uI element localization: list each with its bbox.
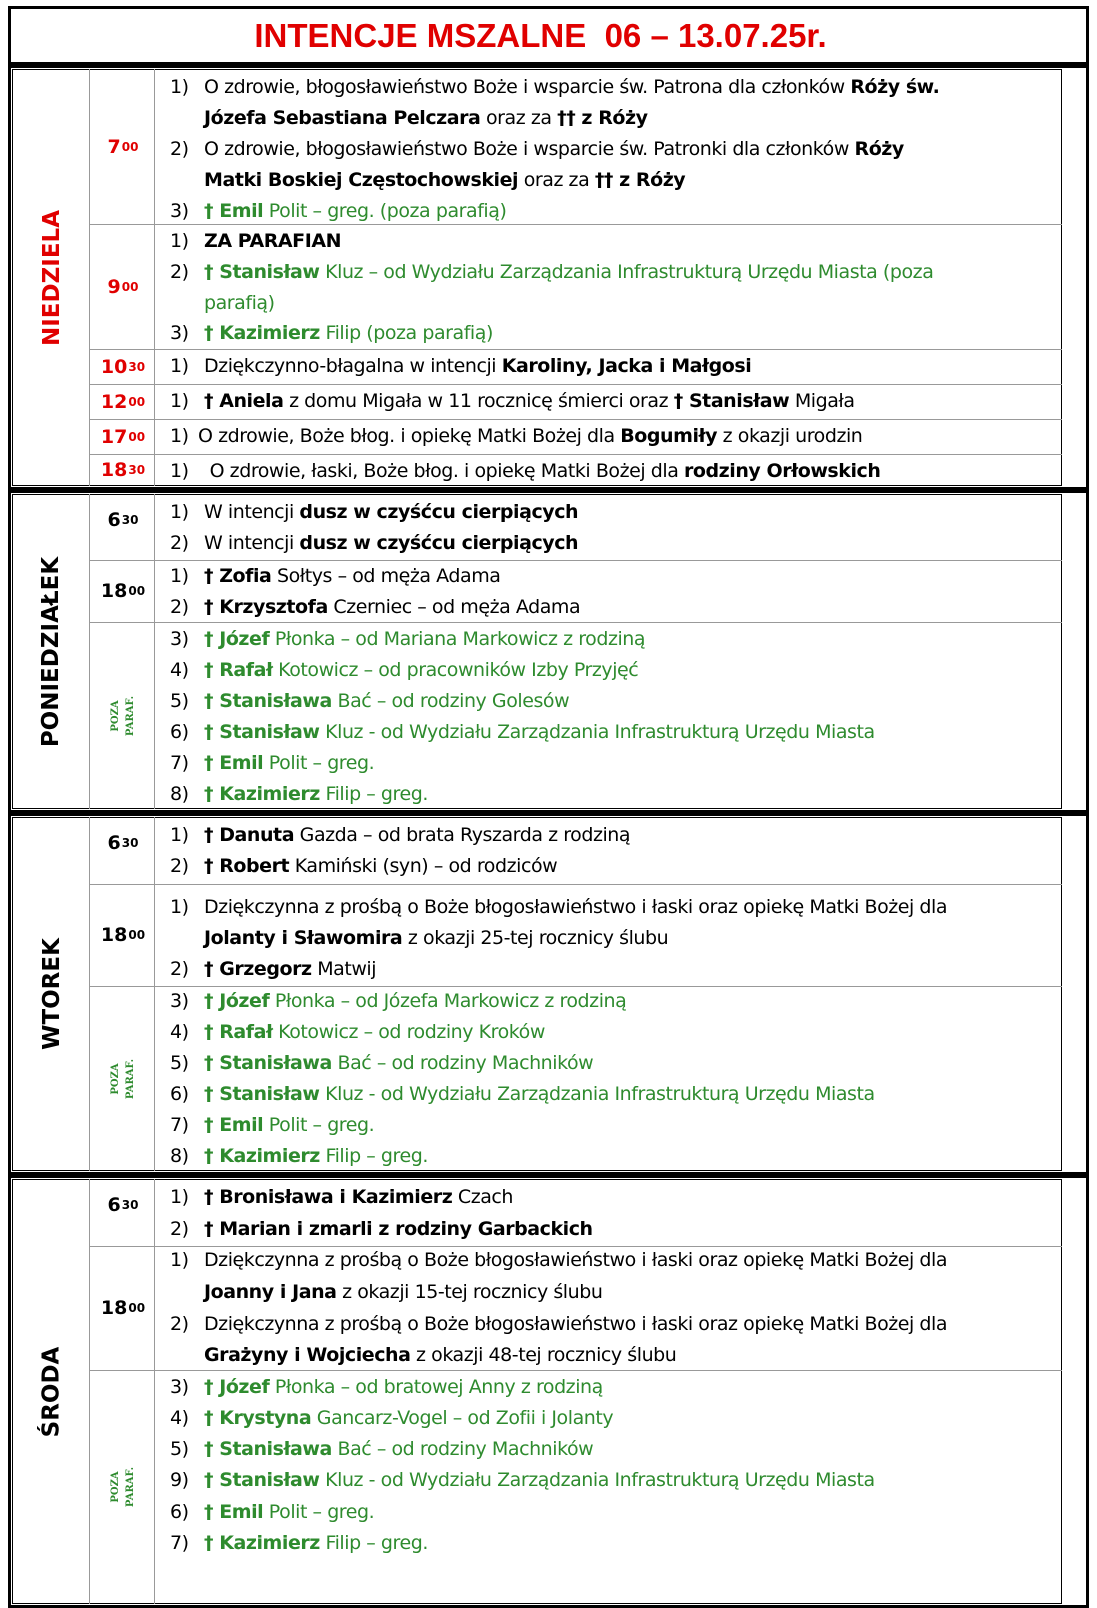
intention-text: Dziękczynno-błagalna w intencji	[204, 355, 502, 377]
intention-name: Józefa Sebastiana Pelczara	[204, 107, 481, 129]
intention-text: O zdrowie, błogosławieństwo Boże i wsparcie św. Patrona dla członków	[204, 76, 851, 98]
intention-text: oraz za	[518, 169, 595, 191]
intention-name: † Stanisław	[204, 721, 320, 743]
intention-name: † Marian i zmarli z rodziny Garbackich	[204, 1218, 593, 1240]
intention-line	[170, 1141, 1063, 1171]
intention-line	[170, 386, 1063, 416]
intention-line	[170, 1403, 1063, 1433]
day-name: NIEDZIELA	[38, 209, 65, 346]
intention-number: 3)	[170, 990, 189, 1012]
intention-name: †† z Róży	[594, 169, 686, 191]
time-minute: 30	[121, 835, 139, 850]
outside-parish-label	[91, 986, 155, 1171]
intention-number: 4)	[170, 659, 189, 681]
intention-name: † Rafał	[204, 659, 273, 681]
intention-number: 5)	[170, 1438, 189, 1460]
intention-text: z okazji 15-tej rocznicy ślubu	[336, 1281, 603, 1303]
intention-number: 5)	[170, 690, 189, 712]
intention-name: † Krystyna	[204, 1407, 312, 1429]
intention-name: ZA PARAFIAN	[204, 230, 342, 252]
day-label	[14, 817, 89, 1171]
intention-name: † Emil	[204, 1114, 264, 1136]
column-divider	[89, 817, 90, 1171]
intention-line	[170, 748, 1063, 778]
intention-text: Polit – greg.	[263, 752, 375, 774]
intention-name: † Kazimierz	[204, 783, 320, 805]
column-divider	[89, 1179, 90, 1604]
intention-name: † Emil	[204, 1501, 264, 1523]
intention-number: 1)	[170, 230, 189, 252]
time-minute: 00	[128, 584, 146, 598]
mass-time	[91, 454, 155, 486]
mass-time	[91, 1179, 155, 1230]
intention-name: Matki Boskiej Częstochowskiej	[204, 169, 519, 191]
intention-line	[170, 1214, 1063, 1244]
intention-line	[170, 655, 1063, 685]
row-divider	[89, 349, 1062, 350]
intention-name: † Stanisława	[204, 1052, 332, 1074]
intention-text: Migała	[789, 390, 855, 412]
intention-line	[170, 1110, 1063, 1140]
intention-name: † Grzegorz	[204, 958, 312, 980]
intention-number: 3)	[170, 628, 189, 650]
row-divider	[89, 1370, 1062, 1371]
intention-line	[204, 1277, 1063, 1307]
day-label	[14, 69, 89, 486]
intention-number: 1)	[170, 390, 189, 412]
intention-name: † Robert	[204, 855, 290, 877]
intention-number: 1)	[170, 460, 189, 482]
intention-name: † Danuta	[204, 824, 295, 846]
intention-text: Dziękczynna z prośbą o Boże błogosławieństwo i łaski oraz opiekę Matki Bożej dla	[204, 1313, 948, 1335]
intention-name: † Stanisława	[204, 690, 332, 712]
intention-name: † Emil	[204, 200, 264, 222]
intention-text: Polit – greg. (poza parafią)	[263, 200, 507, 222]
intention-number: 1)	[170, 425, 189, 447]
intention-line	[170, 1465, 1063, 1495]
intention-name: † Stanisław	[673, 390, 790, 412]
intention-line	[170, 1528, 1063, 1558]
intention-text: Kotowicz – od pracowników Izby Przyjęć	[272, 659, 639, 681]
intention-line	[204, 103, 1063, 133]
intention-name: † Kazimierz	[204, 322, 320, 344]
intention-text: Kluz - od Wydziału Zarządzania Infrastrukturą Urzędu Miasta	[319, 721, 875, 743]
day-name: ŚRODA	[38, 1346, 65, 1437]
intention-line	[170, 592, 1063, 622]
intention-text: Kluz – od Wydziału Zarządzania Infrastrukturą Urzędu Miasta (poza	[319, 261, 934, 283]
intention-line	[170, 1079, 1063, 1109]
intention-text: Bać – od rodziny Machników	[331, 1052, 594, 1074]
intention-number: 2)	[170, 958, 189, 980]
intention-line	[170, 318, 1063, 348]
intention-name: Róży	[854, 138, 904, 160]
intention-name: Bogumiły	[620, 425, 718, 447]
intention-text: Czerniec – od męża Adama	[327, 596, 581, 618]
time-minute: 30	[121, 512, 139, 527]
outside-parish-label	[91, 622, 155, 809]
intention-line	[170, 717, 1063, 747]
intention-line	[170, 226, 1063, 256]
mass-time	[91, 384, 155, 419]
intention-number: 7)	[170, 1532, 189, 1554]
intention-line	[170, 820, 1063, 850]
intention-number: 7)	[170, 752, 189, 774]
intention-text: Kamiński (syn) – od rodziców	[289, 855, 558, 877]
intention-name: Grażyny i Wojciecha	[204, 1344, 411, 1366]
intention-text: Płonka – od Józefa Markowicz z rodziną	[269, 990, 627, 1012]
intention-text: Dziękczynna z prośbą o Boże błogosławieństwo i łaski oraz opiekę Matki Bożej dla	[204, 1249, 948, 1271]
outside-parish-text: POZA PARAF.	[109, 695, 136, 736]
column-divider	[89, 494, 90, 809]
time-minute: 00	[121, 139, 139, 154]
intention-number: 6)	[170, 1501, 189, 1523]
mass-time	[91, 494, 155, 545]
time-hour: 12	[100, 390, 128, 413]
intention-text: Dziękczynna z prośbą o Boże błogosławieństwo i łaski oraz opiekę Matki Bożej dla	[204, 896, 948, 918]
intention-line	[170, 892, 1063, 922]
intention-text: z okazji 48-tej rocznicy ślubu	[410, 1344, 677, 1366]
intention-number: 6)	[170, 721, 189, 743]
intention-line	[170, 528, 1063, 558]
column-divider	[89, 69, 90, 486]
intention-name: † Kazimierz	[204, 1145, 320, 1167]
intention-number: 3)	[170, 1376, 189, 1398]
intention-text: Filip – greg.	[319, 783, 428, 805]
intention-text: z domu Migała w 11 rocznicę śmierci oraz	[283, 390, 674, 412]
intention-name: † Stanisław	[204, 1469, 320, 1491]
intention-number: 4)	[170, 1021, 189, 1043]
outside-parish-label	[91, 1370, 155, 1604]
mass-time	[91, 560, 155, 622]
intention-line	[170, 954, 1063, 984]
intention-line	[204, 165, 1063, 195]
intention-line	[170, 196, 1063, 226]
row-divider	[89, 884, 1062, 885]
day-name: WTOREK	[38, 938, 65, 1050]
time-hour: 18	[100, 580, 128, 602]
intention-name: † Józef	[204, 990, 270, 1012]
intention-number: 1)	[170, 896, 189, 918]
intention-name: † Emil	[204, 752, 264, 774]
intention-name: † Aniela	[204, 390, 284, 412]
intention-number: 7)	[170, 1114, 189, 1136]
intention-number: 2)	[170, 596, 189, 618]
time-hour: 6	[107, 508, 121, 531]
intention-number: 2)	[170, 261, 189, 283]
intention-text: z okazji urodzin	[717, 425, 863, 447]
intention-name: Róży św.	[850, 76, 940, 98]
intention-name: dusz w czyśćcu cierpiących	[299, 532, 579, 554]
intention-line	[170, 134, 1063, 164]
intention-line	[204, 923, 1063, 953]
intention-number: 1)	[170, 1186, 189, 1208]
intention-text: Filip – greg.	[319, 1532, 428, 1554]
intention-name: Joanny i Jana	[204, 1281, 337, 1303]
intention-line	[170, 1245, 1063, 1275]
intention-text: W intencji	[204, 501, 300, 523]
mass-time	[91, 69, 155, 224]
intention-line	[170, 421, 1063, 451]
intention-name: † Krzysztofa	[204, 596, 328, 618]
intention-line	[170, 779, 1063, 809]
time-minute: 30	[121, 1197, 139, 1212]
page-title: INTENCJE MSZALNE 06 – 13.07.25r.	[254, 17, 827, 54]
intention-line	[170, 497, 1063, 527]
intention-text: Płonka – od bratowej Anny z rodziną	[269, 1376, 603, 1398]
intention-text: Polit – greg.	[263, 1501, 375, 1523]
intention-text: Kluz - od Wydziału Zarządzania Infrastrukturą Urzędu Miasta	[319, 1083, 875, 1105]
mass-time	[91, 817, 155, 868]
row-divider	[89, 622, 1062, 623]
time-minute: 00	[128, 394, 146, 409]
intention-name: rodziny Orłowskich	[683, 460, 881, 482]
intention-line	[170, 1048, 1063, 1078]
intention-number: 9)	[170, 1469, 189, 1491]
intention-number: 1)	[170, 501, 189, 523]
intention-number: 1)	[170, 1249, 189, 1271]
intention-number: 2)	[170, 1218, 189, 1240]
intention-number: 2)	[170, 855, 189, 877]
time-minute: 30	[128, 359, 146, 374]
time-minute: 00	[128, 928, 146, 942]
outside-parish-text: POZA PARAF.	[109, 1466, 136, 1508]
mass-time	[91, 419, 155, 454]
time-hour: 18	[100, 459, 128, 481]
intention-number: 8)	[170, 783, 189, 805]
intention-number: 8)	[170, 1145, 189, 1167]
intention-text: z okazji 25-tej rocznicy ślubu	[402, 927, 669, 949]
intention-line	[170, 456, 1063, 486]
intention-line	[170, 1309, 1063, 1339]
intention-text: oraz za	[480, 107, 558, 129]
intention-number: 3)	[170, 200, 189, 222]
intention-number: 1)	[170, 565, 189, 587]
time-hour: 18	[100, 924, 128, 946]
mass-time	[91, 884, 155, 986]
intention-text: O zdrowie, łaski, Boże błog. i opiekę Matki Bożej dla	[204, 460, 684, 482]
day-label	[14, 1179, 89, 1604]
intention-name: † Bronisława i Kazimierz	[204, 1186, 453, 1208]
intention-line	[170, 351, 1063, 381]
intention-name: † Józef	[204, 1376, 270, 1398]
intention-line	[204, 1340, 1063, 1370]
time-minute: 00	[121, 279, 139, 294]
intention-text: Bać – od rodziny Machników	[331, 1438, 594, 1460]
intention-text: O zdrowie, błogosławieństwo Boże i wsparcie św. Patronki dla członków	[204, 138, 855, 160]
time-hour: 10	[100, 355, 128, 378]
intention-text: Gancarz-Vogel – od Zofii i Jolanty	[311, 1407, 614, 1429]
intention-text: Polit – greg.	[263, 1114, 375, 1136]
intention-text: Filip (poza parafią)	[319, 322, 493, 344]
intention-line	[170, 624, 1063, 654]
intention-line	[170, 686, 1063, 716]
intention-text: Sołtys – od męża Adama	[271, 565, 501, 587]
intention-text: Kotowicz – od rodziny Kroków	[272, 1021, 545, 1043]
time-hour: 6	[107, 831, 121, 854]
intention-line	[170, 1182, 1063, 1212]
intention-name: Karoliny, Jacka i Małgosi	[501, 355, 752, 377]
intention-name: † Józef	[204, 628, 270, 650]
time-hour: 18	[100, 1297, 128, 1319]
intention-name: Jolanty i Sławomira	[204, 927, 403, 949]
outside-parish-text: POZA PARAF.	[109, 1058, 136, 1099]
intention-line	[170, 561, 1063, 591]
row-divider	[89, 419, 1062, 420]
intention-line	[170, 986, 1063, 1016]
intention-text: Bać – od rodziny Golesów	[331, 690, 570, 712]
time-hour: 6	[107, 1193, 121, 1216]
intention-name: † Stanisława	[204, 1438, 332, 1460]
time-minute: 00	[128, 429, 146, 444]
intention-name: † Zofia	[204, 565, 272, 587]
intention-name: † Stanisław	[204, 261, 320, 283]
row-divider	[89, 384, 1062, 385]
intention-text: Filip – greg.	[319, 1145, 428, 1167]
time-hour: 7	[107, 135, 121, 158]
mass-time	[91, 349, 155, 384]
intention-name: † Stanisław	[204, 1083, 320, 1105]
intention-text: Matwij	[311, 958, 377, 980]
time-minute: 00	[128, 1301, 146, 1315]
intention-line	[170, 1372, 1063, 1402]
intention-number: 3)	[170, 322, 189, 344]
intention-number: 6)	[170, 1083, 189, 1105]
intention-number: 1)	[170, 355, 189, 377]
intention-text: O zdrowie, Boże błog. i opiekę Matki Bożej dla	[198, 425, 621, 447]
intention-text: parafią)	[204, 292, 275, 314]
mass-time	[91, 224, 155, 349]
time-minute: 30	[128, 463, 146, 477]
row-divider	[89, 454, 1062, 455]
intention-number: 2)	[170, 138, 189, 160]
intention-number: 5)	[170, 1052, 189, 1074]
intention-number: 2)	[170, 1313, 189, 1335]
intention-number: 1)	[170, 824, 189, 846]
mass-time	[91, 1246, 155, 1370]
intention-line	[170, 72, 1063, 102]
intention-text: Czach	[452, 1186, 514, 1208]
intention-line	[204, 288, 1063, 318]
intention-number: 4)	[170, 1407, 189, 1429]
intention-name: †† z Róży	[557, 107, 648, 129]
time-hour: 9	[107, 275, 121, 298]
intention-name: † Rafał	[204, 1021, 273, 1043]
day-name: PONIEDZIAŁEK	[38, 556, 65, 747]
intention-line	[170, 1017, 1063, 1047]
intention-number: 2)	[170, 532, 189, 554]
intention-line	[170, 1434, 1063, 1464]
intention-name: † Kazimierz	[204, 1532, 320, 1554]
time-hour: 17	[100, 425, 128, 448]
intention-line	[170, 851, 1063, 881]
intention-text: Gazda – od brata Ryszarda z rodziną	[294, 824, 631, 846]
intention-number: 1)	[170, 76, 189, 98]
day-label	[14, 494, 89, 809]
intention-text: W intencji	[204, 532, 300, 554]
intention-name: dusz w czyśćcu cierpiących	[299, 501, 579, 523]
intention-line	[170, 1497, 1063, 1527]
intention-line	[170, 257, 1063, 287]
intention-text: Kluz - od Wydziału Zarządzania Infrastrukturą Urzędu Miasta	[319, 1469, 875, 1491]
intention-text: Płonka – od Mariana Markowicz z rodziną	[269, 628, 646, 650]
